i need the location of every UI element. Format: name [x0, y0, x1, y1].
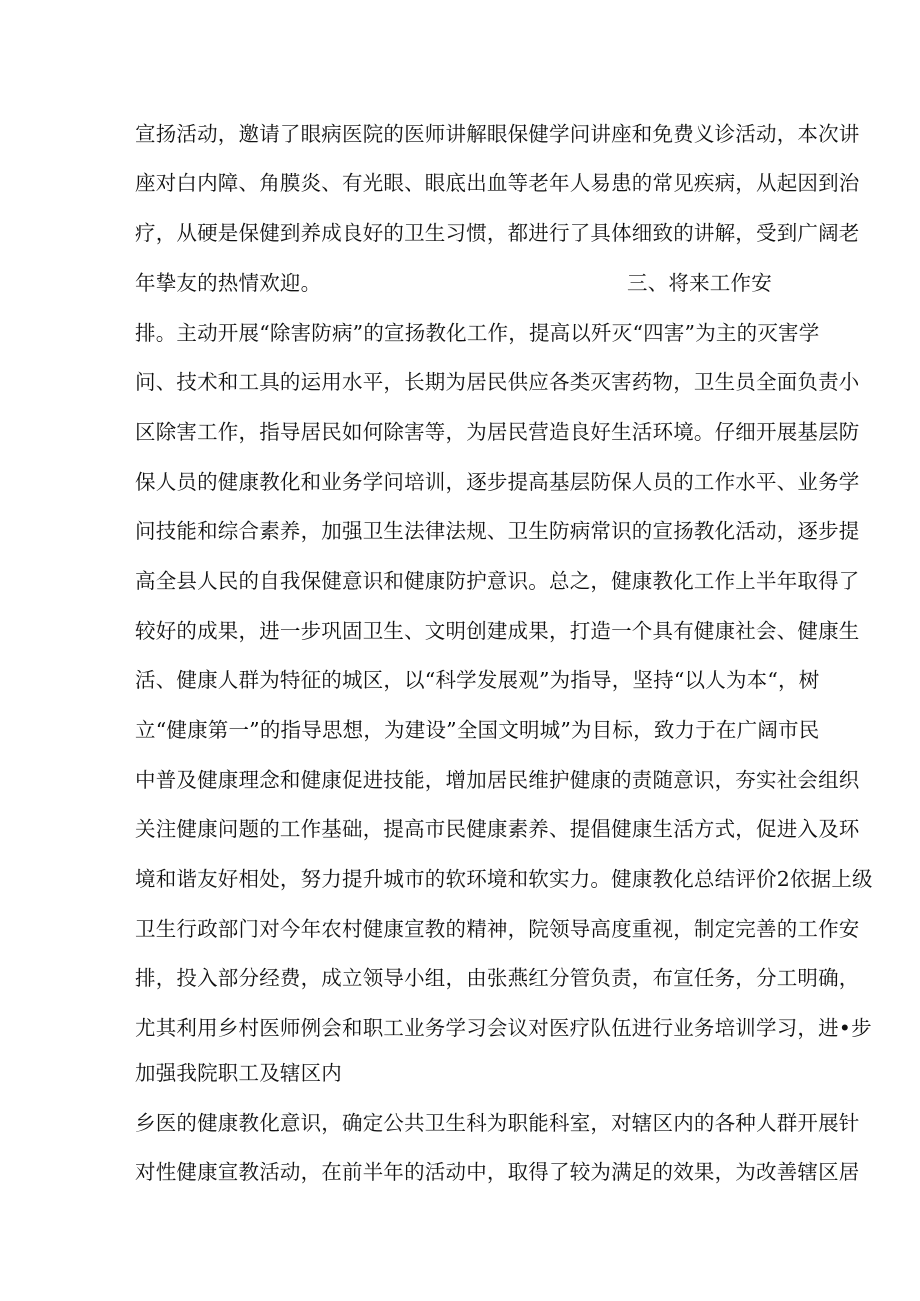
paragraph-line: 高全县人民的自我保健意识和健康防护意识。总之，健康教化工作上半年取得了: [135, 569, 860, 593]
paragraph-line: 区除害工作，指导居民如何除害等，为居民营造良好生活环境。仔细开展基层防: [135, 420, 860, 444]
paragraph-line: 立“健康第一”的指导思想，为建设”全国文明城”为目标，致力于在广阔市民: [135, 718, 820, 742]
paragraph-line: 宣扬活动，邀请了眼病医院的医师讲解眼保健学问讲座和免费义诊活动，本次讲: [135, 122, 860, 146]
paragraph-line: 中普及健康理念和健康促进技能，增加居民维护健康的责随意识，夯实社会组织: [135, 768, 860, 792]
paragraph-line: 境和谐友好相处，努力提升城市的软环境和软实力。健康教化总结评价2依据上级: [135, 867, 873, 891]
paragraph-line: 关注健康问题的工作基础，提高市民健康素养、提倡健康生活方式，促进入及环: [135, 817, 860, 841]
paragraph-line: 活、健康人群为特征的城区，以“科学发展观”为指导，坚持“以人为本“，树: [135, 668, 820, 692]
paragraph-line: 疗，从硬是保健到养成良好的卫生习惯，都进行了具体细致的讲解，受到广阔老: [135, 221, 860, 245]
paragraph-line: 座对白内障、角膜炎、有光眼、眼底出血等老年人易患的常见疾病，从起因到治: [135, 171, 860, 195]
paragraph-line: 乡医的健康教化意识，确定公共卫生科为职能科室，对辖区内的各种人群开展针: [135, 1111, 860, 1135]
section-heading: 三、将来工作安: [627, 271, 772, 295]
paragraph-line: 问、技术和工具的运用水平，长期为居民供应各类灭害药物，卫生员全面负责小: [135, 370, 860, 394]
paragraph-line: 保人员的健康教化和业务学问培训，逐步提高基层防保人员的工作水平、业务学: [135, 470, 860, 494]
paragraph-line: 较好的成果，进一步巩固卫生、文明创建成果，打造一个具有健康社会、健康生: [135, 619, 860, 643]
paragraph-line: 年挚友的热情欢迎。: [135, 271, 322, 295]
paragraph-line: 排。主动开展“除害防病”的宣扬教化工作，提高以歼灭“四害”为主的灭害学: [135, 321, 820, 345]
paragraph-line: 排，投入部分经费，成立领导小组，由张燕红分管负责，布宣任务，分工明确，: [135, 966, 860, 990]
paragraph-line: 加强我院职工及辖区内: [135, 1061, 342, 1085]
paragraph-line: 问技能和综合素养，加强卫生法律法规、卫生防病常识的宣扬教化活动，逐步提: [135, 519, 860, 543]
paragraph-line: 卫生行政部门对今年农村健康宣教的精神，院领导高度重视，制定完善的工作安: [135, 917, 860, 941]
paragraph-line: 对性健康宣教活动，在前半年的活动中，取得了较为满足的效果，为改善辖区居: [135, 1160, 860, 1184]
paragraph-line: 尤其利用乡村医师例会和职工业务学习会议对医疗队伍进行业务培训学习，进•步: [135, 1016, 872, 1040]
